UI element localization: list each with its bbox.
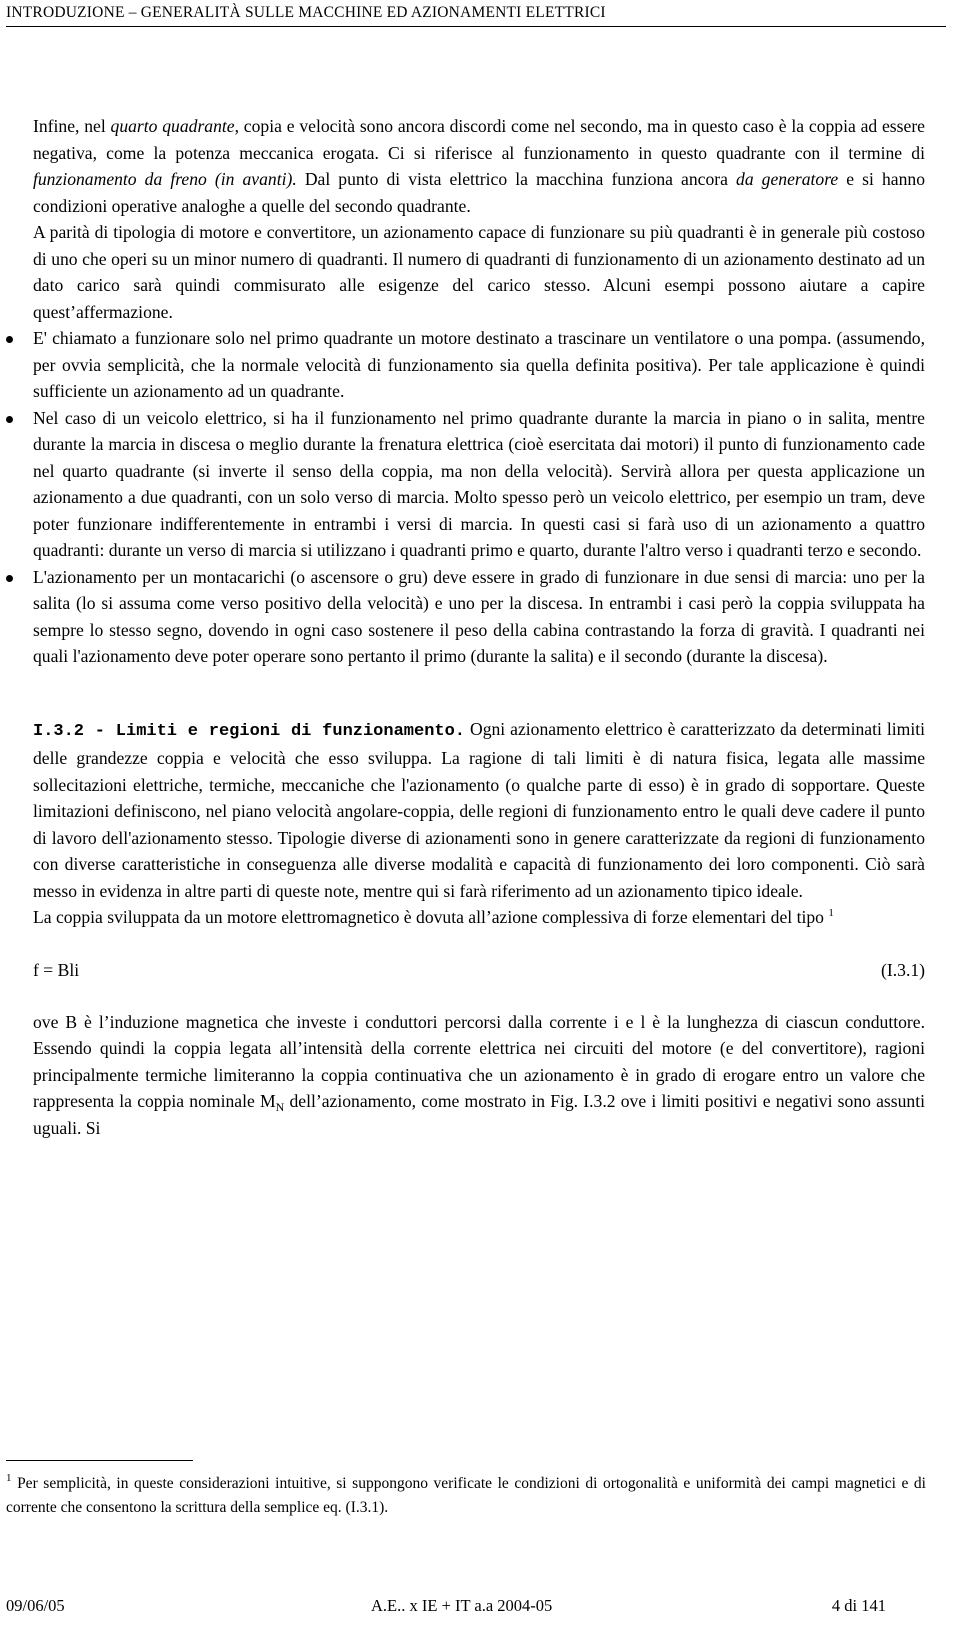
section-body: Ogni azionamento elettrico è caratterizzato da determinati limiti delle grandezze coppia e velocità che esso sviluppa. La ragione di tali limiti è di natura fisica, legata alle massime sollecitazioni elettriche, termiche, meccaniche che l'azionamento (o qualche parte di esso) è in grado di sopportare. Queste limitazioni definiscono, nel piano velocità angolare-coppia, delle regioni di funzionamento entro le quali deve cadere il punto di lavoro dell'azionamento stesso. Tipologie diverse di azionamenti sono in genere caratterizzate da regioni di funzionamento con diverse caratteristiche in conseguenza alle diverse modalità e capacità di funzionamento dei loro componenti. Ciò sarà messo in evidenza in altre parti di queste note, mentre qui si farà riferimento ad un azionamento tipico ideale. (33, 718, 925, 901)
equation-formula: f = Bli (33, 959, 80, 980)
section-heading: I.3.2 - Limiti e regioni di funzionamento. (33, 721, 465, 741)
list-item (33, 564, 925, 670)
footnote-divider (6, 1460, 193, 1461)
list-item (33, 405, 925, 564)
text-run: e si hanno condizioni operative analoghe a quelle del secondo quadrante. (33, 169, 925, 216)
list-item-text: E' chiamato a funzionare solo nel primo quadrante un motore destinato a trascinare un ventilatore o una pompa. (assumendo, per ovvia semplicità, che la normale velocità di funzionamento sia quella definita positiva). Per tale applicazione è quindi sufficiente un azionamento ad un quadrante. (33, 328, 925, 401)
paragraph-fourth-quadrant (33, 113, 925, 219)
page-number: 4 di 141 (831, 1596, 886, 1615)
subscript-n: N (275, 1100, 285, 1114)
text-run: Infine, nel (33, 116, 111, 136)
emphasis-quarto-quadrante: quarto quadrante (110, 116, 235, 136)
text-run: , copia e velocità sono ancora discordi come nel secondo, ma in questo caso è la coppia ad essere negativa, come la potenza meccanica erogata. Ci si riferisce al funzionamento in questo quadrante con il termine di (33, 116, 925, 163)
list-item-text: L'azionamento per un montacarichi (o ascensore o gru) deve essere in grado di funzionare in due sensi di marcia: uno per la salita (lo si assuma come verso positivo della velocità) e uno per la discesa. In entrambi i casi però la coppia sviluppata ha sempre lo stesso segno, dovendo in ogni caso sostenere il peso della cabina contrastando la forza di gravità. I quadranti nei quali l'azionamento deve poter operare sono pertanto il primo (durante la salita) e il secondo (durante la discesa). (33, 566, 925, 666)
equation-number: (I.3.1) (881, 959, 925, 980)
bullet-icon (6, 336, 13, 343)
footnote (6, 1472, 926, 1520)
paragraph-forze-elementari (33, 904, 925, 931)
list-item-text: Nel caso di un veicolo elettrico, si ha il funzionamento nel primo quadrante durante la marcia in piano o in salita, mentre durante la marcia in discesa o meglio durante la frenatura elettrica (cioè esercitata dai motori) il punto di funzionamento cade nel quarto quadrante (si inverte il senso della coppia, ma non della velocità). Servirà allora per questa applicazione un azionamento a due quadranti, con un solo verso di marcia. Molto spesso però un veicolo elettrico, per esempio un tram, deve poter funzionare indifferentemente in entrambi i versi di marcia. In questi casi si farà uso di un azionamento a quattro quadranti: durante un verso di marcia si utilizzano i quadranti primo e quarto, durante l'altro verso i quadranti terzo e secondo. (33, 407, 925, 560)
section-paragraph (33, 716, 925, 905)
examples-list (33, 325, 925, 670)
page-content (33, 113, 925, 1141)
emphasis-da-generatore: da generatore (736, 169, 839, 189)
paragraph-induzione (33, 1009, 925, 1142)
footnote-number: 1 (6, 1472, 12, 1484)
footer-date: 09/06/05 (6, 1596, 65, 1615)
text-run: dell’azionamento, come mostrato in Fig. I.3.2 ove i limiti positivi e negativi sono assunti uguali. Si (33, 1091, 925, 1138)
bullet-icon (6, 416, 13, 423)
text-run: ove B è l’induzione magnetica che investe i conduttori percorsi dalla corrente i e l è la lunghezza di ciascun conduttore. Essendo quindi la coppia legata all’intensità della corrente elettrica nei circuiti del motore (e del convertitore), ragioni principalmente termiche limiteranno la coppia continuativa che un azionamento è in grado di erogare entro un valore che rappresenta la coppia nominale M (33, 1011, 925, 1111)
text-run: La coppia sviluppata da un motore elettromagnetico è dovuta all’azione complessiva di forze elementari del tipo (33, 907, 824, 927)
footer-course: A.E.. x IE + IT a.a 2004-05 (371, 1596, 553, 1615)
text-run: Dal punto di vista elettrico la macchina funziona ancora (296, 169, 737, 189)
header-title: INTRODUZIONE – GENERALITÀ SULLE MACCHINE ED AZIONAMENTI ELETTRICI (6, 4, 606, 21)
paragraph-quadrant-cost: A parità di tipologia di motore e convertitore, un azionamento capace di funzionare su più quadranti è in generale più costoso di uno che operi su un minor numero di quadranti. Il numero di quadranti di funzionamento di un azionamento destinato ad un dato carico sarà quindi commisurato alle esigenze del carico stesso. Alcuni esempi possono aiutare a capire quest’affermazione. (33, 222, 925, 322)
list-item (33, 325, 925, 405)
equation-row (33, 957, 925, 983)
footnote-text: Per semplicità, in queste considerazioni intuitive, si suppongono verificate le condizioni di ortogonalità e uniformità dei campi magnetici e di corrente che consentono la scrittura della semplice eq. (I.3.1). (6, 1475, 926, 1516)
page-header (6, 4, 946, 27)
bullet-icon (6, 575, 13, 582)
footnote-reference: 1 (828, 907, 834, 919)
emphasis-funzionamento-da-freno: funzionamento da freno (in avanti). (33, 169, 297, 189)
